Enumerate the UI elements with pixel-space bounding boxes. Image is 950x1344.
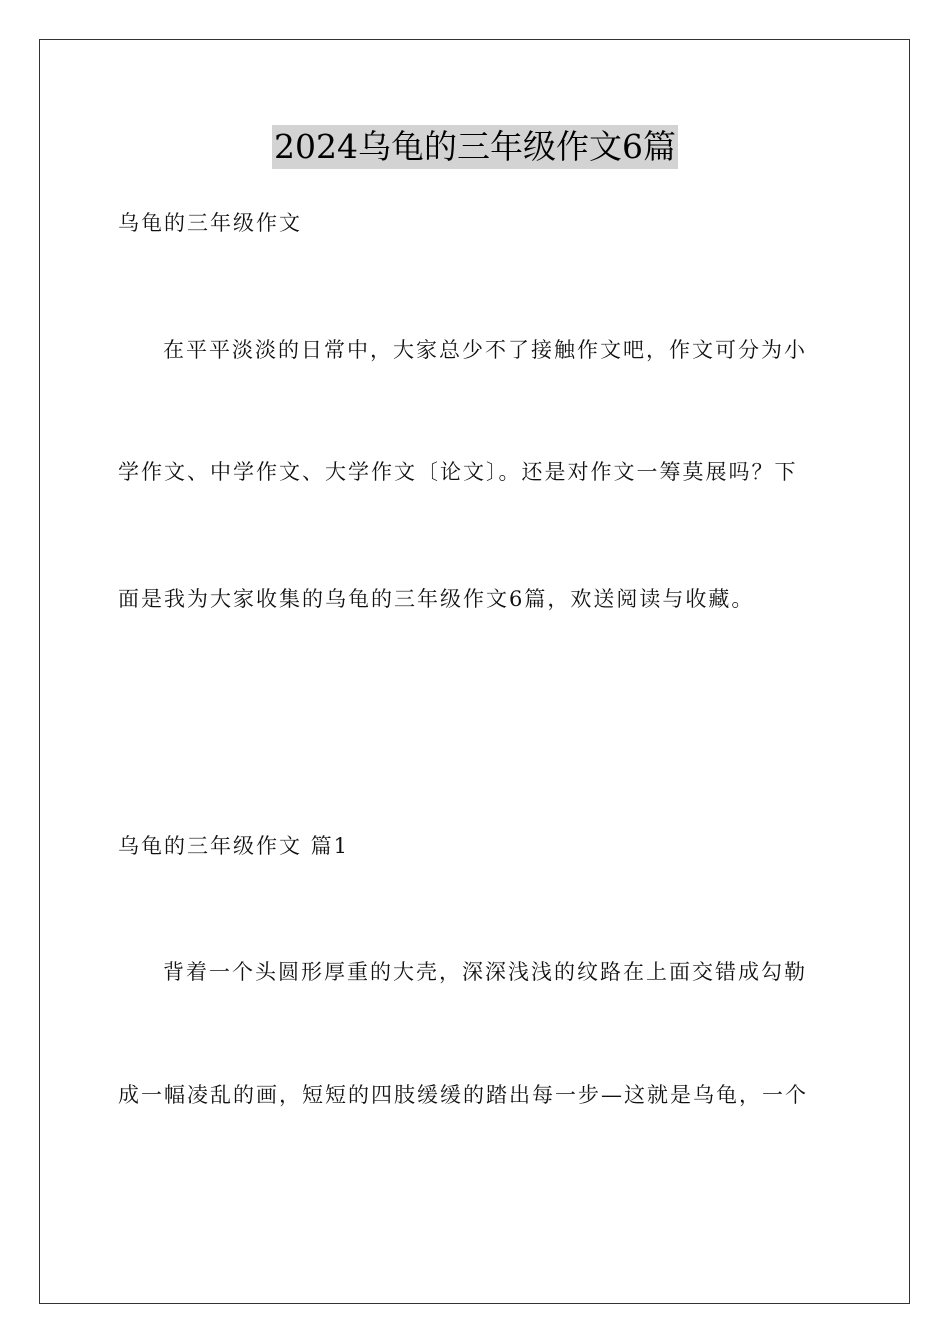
section-line-2: 成一幅凌乱的画，短短的四肢缓缓的踏出每一步—这就是乌龟，一个 <box>118 1083 808 1107</box>
section-heading: 乌龟的三年级作文 篇1 <box>118 834 350 858</box>
section-line-1: 背着一个头圆形厚重的大壳，深深浅浅的纹路在上面交错成勾勒 <box>163 960 807 984</box>
document-title: 2024乌龟的三年级作文6篇 <box>272 125 678 169</box>
document-subtitle: 乌龟的三年级作文 <box>118 211 302 235</box>
intro-line-1: 在平平淡淡的日常中，大家总少不了接触作文吧，作文可分为小 <box>163 338 807 362</box>
intro-line-3: 面是我为大家收集的乌龟的三年级作文6篇，欢送阅读与收藏。 <box>118 587 755 611</box>
intro-line-2: 学作文、中学作文、大学作文〔论文〕。还是对作文一筹莫展吗？下 <box>118 460 798 484</box>
title-container <box>0 125 950 169</box>
